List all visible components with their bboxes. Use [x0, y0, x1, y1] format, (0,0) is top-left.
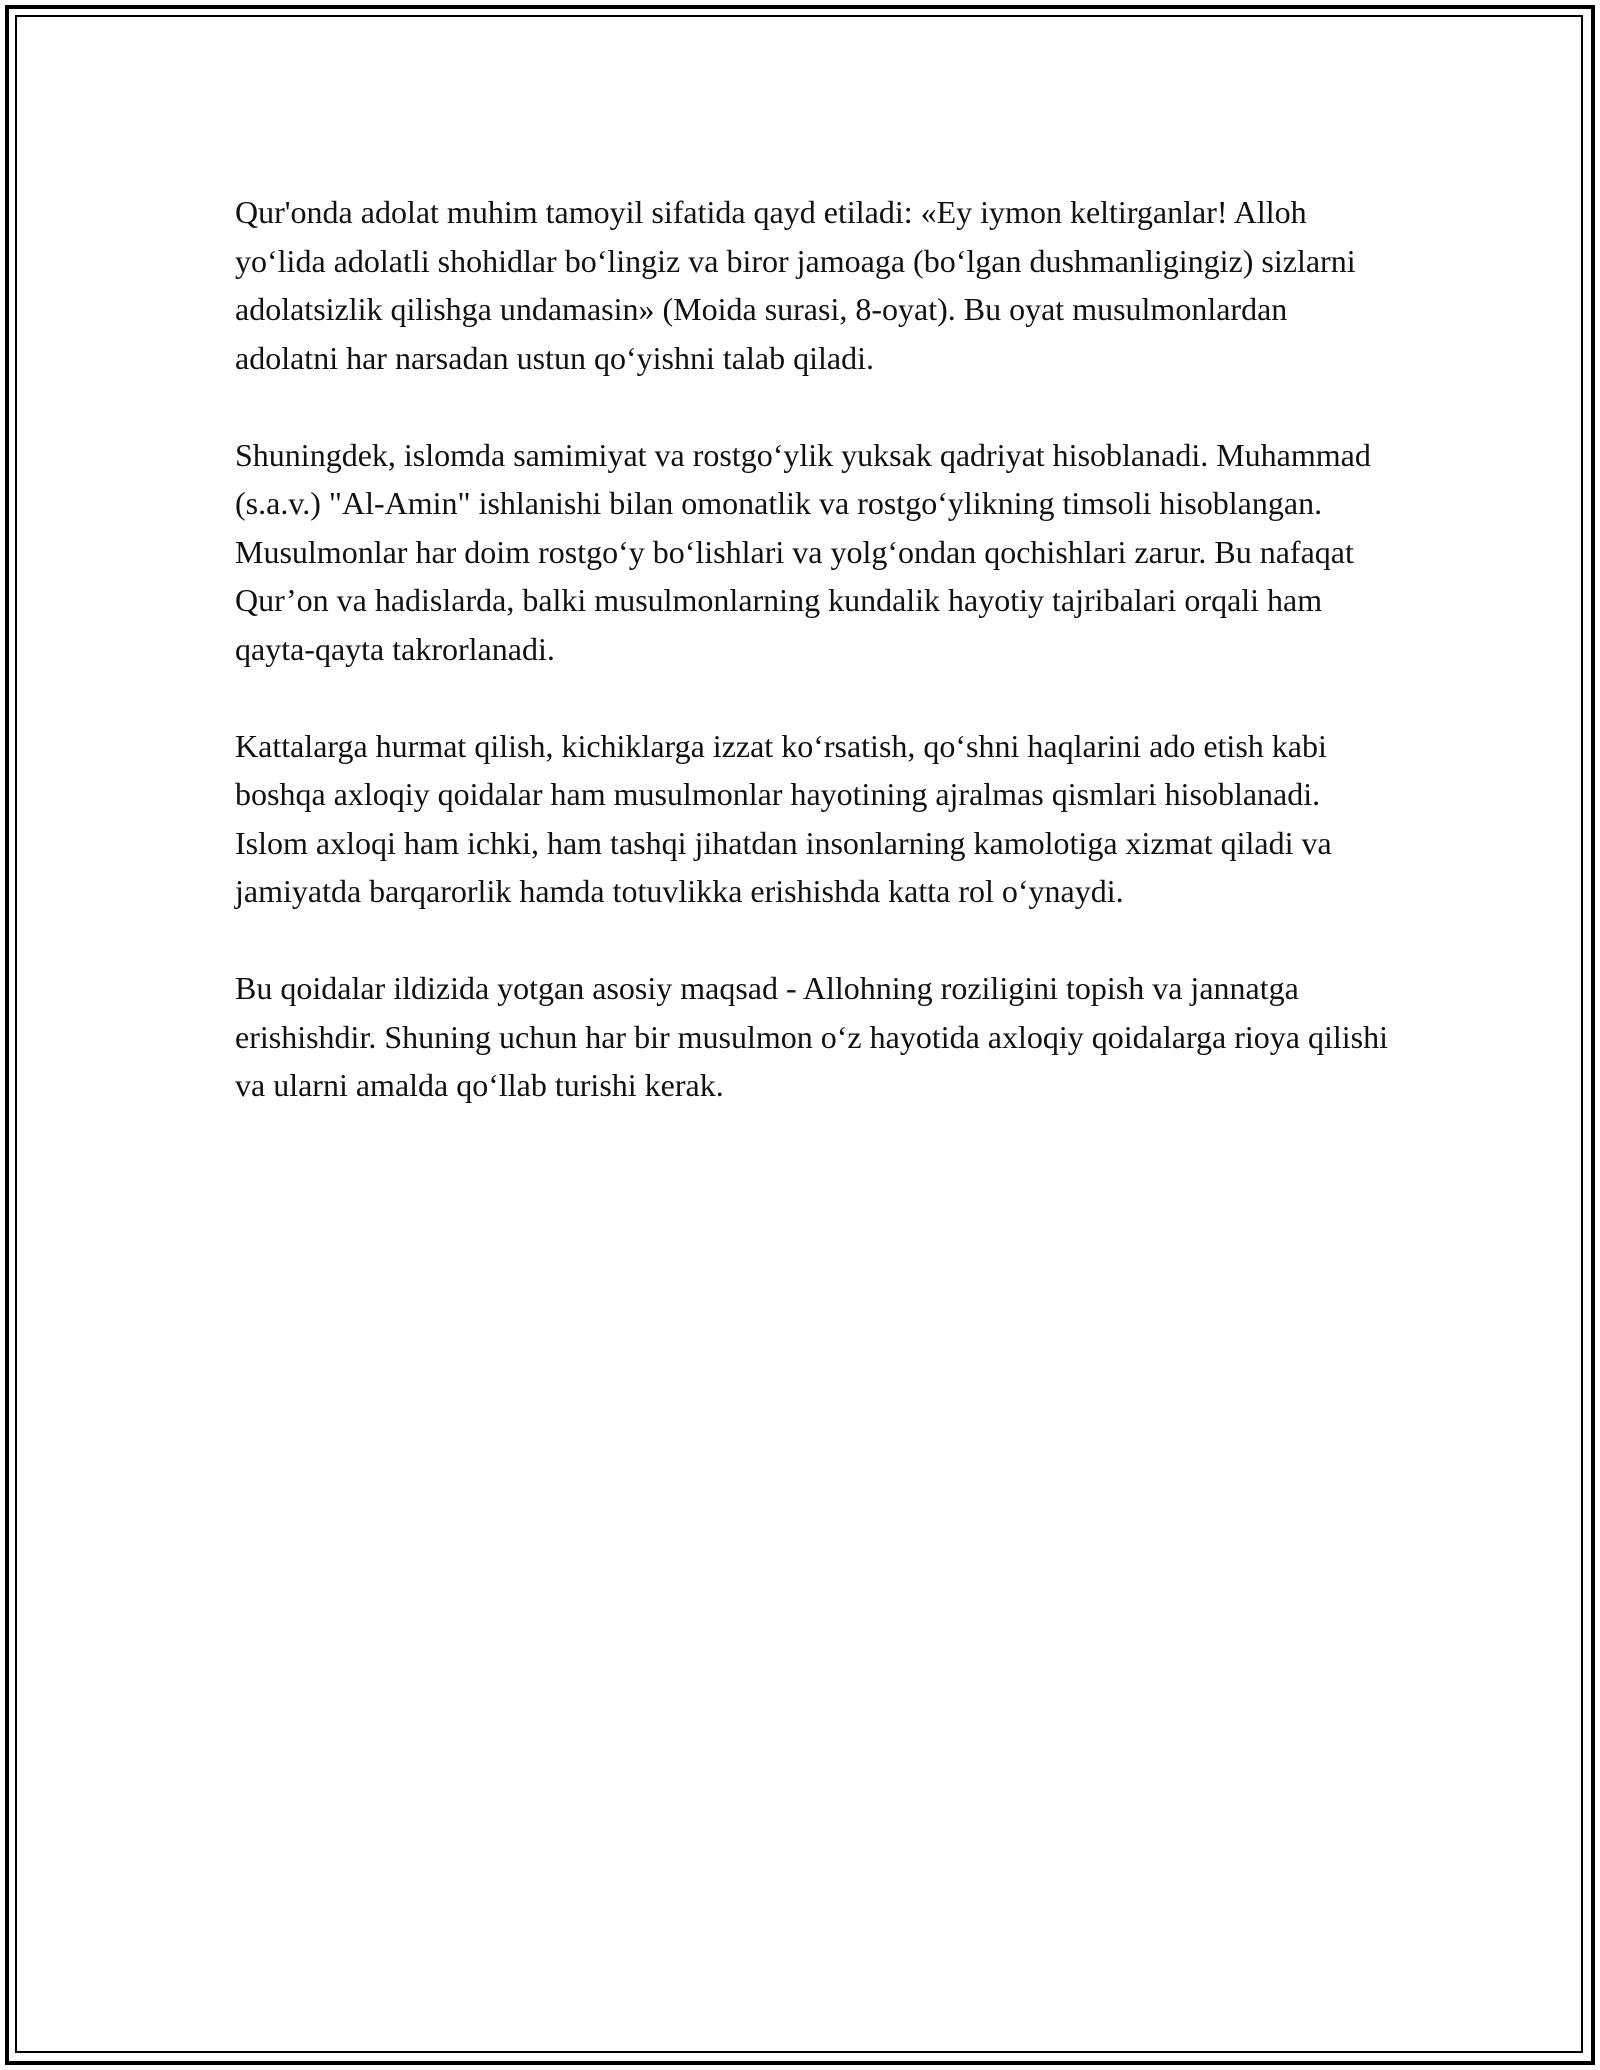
- paragraph-respect: Kattalarga hurmat qilish, kichiklarga izzat ko‘rsatish, qo‘shni haqlarini ado etish kabi boshqa axloqiy qoidalar ham musulmonlar hayotining ajralmas qismlari hisoblanadi. Islom axloqi ham ichki, ham tashqi jihatdan insonlarning kamolotiga xizmat qiladi va jamiyatda barqarorlik hamda totuvlikka erishishda katta rol o‘ynaydi.: [235, 727, 1332, 909]
- document-body: [235, 188, 1395, 1158]
- paragraph-purpose: Bu qoidalar ildizida yotgan asosiy maqsad - Allohning roziligini topish va jannatga erishishdir. Shuning uchun har bir musulmon o‘z hayotida axloqiy qoidalarga rioya qilishi va ularni amalda qo‘llab turishi kerak.: [235, 970, 1389, 1103]
- paragraph-honesty: Shuningdek, islomda samimiyat va rostgo‘ylik yuksak qadriyat hisoblanadi. Muhammad (s.a.v.) "Al-Amin" ishlanishi bilan omonatlik va rostgo‘ylikning timsoli hisoblangan. Musulmonlar har doim rostgo‘y bo‘lishlari va yolg‘ondan qochishlari zarur. Bu nafaqat Qur’on va hadislarda, balki musulmonlarning kundalik hayotiy tajribalari orqali ham qayta-qayta takrorlanadi.: [235, 436, 1371, 667]
- paragraph-justice: Qur'onda adolat muhim tamoyil sifatida qayd etiladi: «Ey iymon keltirganlar! Alloh yo‘lida adolatli shohidlar bo‘lingiz va biror jamoaga (bo‘lgan dushmanligingiz) sizlarni adolatsizlik qilishga undamasin» (Moida surasi, 8-oyat). Bu oyat musulmonlardan adolatni har narsadan ustun qo‘yishni talab qiladi.: [235, 194, 1356, 376]
